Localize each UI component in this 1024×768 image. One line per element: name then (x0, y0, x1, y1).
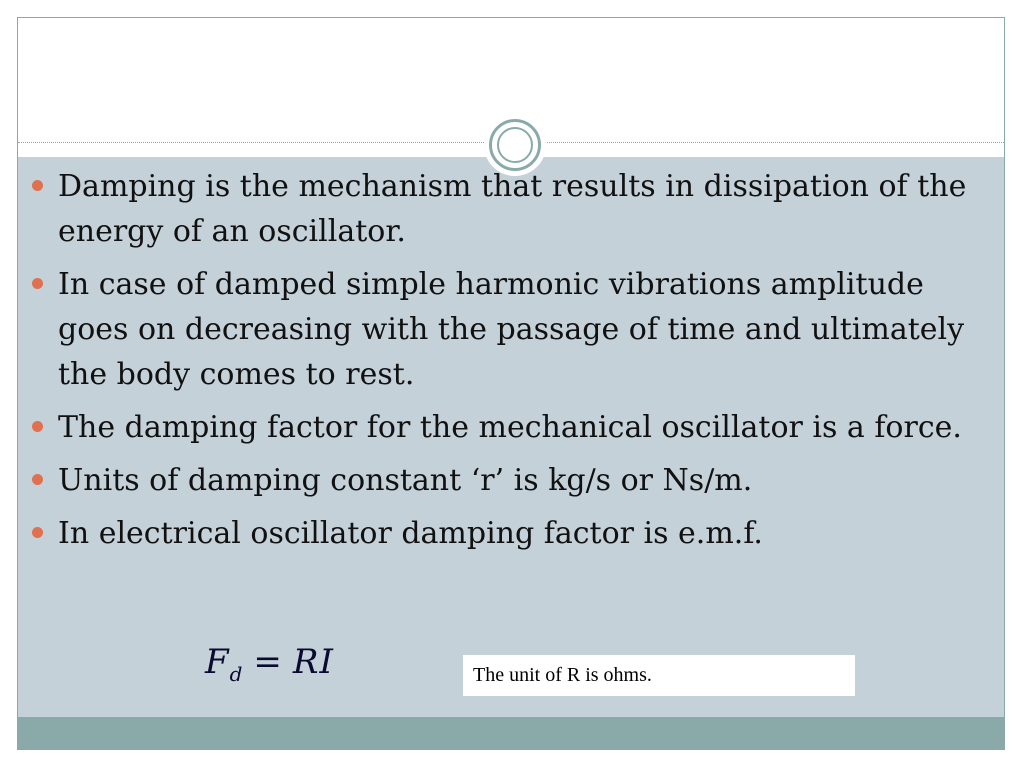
bullet-text: In electrical oscillator damping factor is e.m.f. (58, 516, 763, 551)
unit-note: The unit of R is ohms. (463, 655, 855, 696)
circle-ornament-inner (497, 127, 533, 163)
bottom-band (18, 717, 1004, 750)
bullet-dot-icon (32, 180, 43, 191)
bullet-item (32, 262, 972, 397)
formula-lhs-subscript: d (229, 661, 244, 686)
bullet-item (32, 458, 972, 503)
bullet-text: Units of damping constant ‘r’ is kg/s or Ns/m. (58, 463, 753, 498)
formula-operator: = (253, 642, 283, 682)
bullet-dot-icon (32, 474, 43, 485)
bullet-text: In case of damped simple harmonic vibrations amplitude goes on decreasing with the passage of time and ultimately the body comes to rest. (58, 267, 965, 392)
bullet-text: The damping factor for the mechanical oscillator is a force. (58, 410, 962, 445)
bullet-dot-icon (32, 527, 43, 538)
bullet-dot-icon (32, 421, 43, 432)
damping-formula (205, 642, 334, 686)
formula-lhs: F (205, 642, 230, 682)
bullet-text: Damping is the mechanism that results in dissipation of the energy of an oscillator. (58, 169, 967, 249)
bullet-item (32, 511, 972, 556)
formula-rhs: RI (292, 642, 334, 682)
bullet-item (32, 164, 972, 254)
bullet-item (32, 405, 972, 450)
bullet-list (32, 164, 972, 564)
bullet-dot-icon (32, 278, 43, 289)
